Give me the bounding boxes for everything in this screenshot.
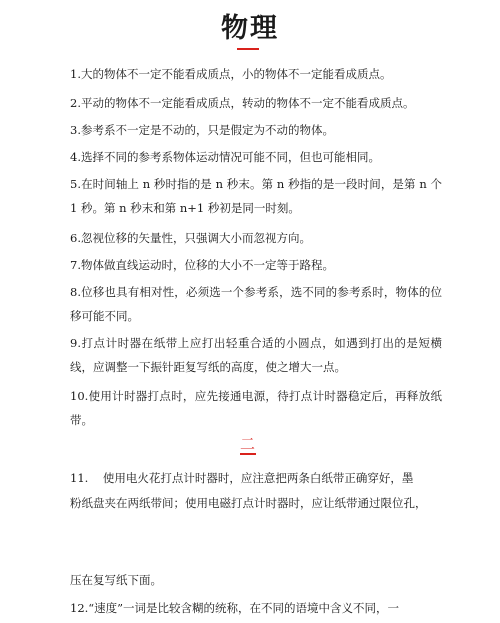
list-item-10: 10.使用计时器打点时，应先接通电源，待打点计时器稳定后，再释放纸带。 [70,389,442,427]
title-underline [237,48,259,50]
list-item-11-line-3: 压在复写纸下面。 [70,573,162,587]
list-item-4: 4.选择不同的参考系物体运动情况可能不同，但也可能相同。 [70,150,380,164]
list-item-5: 5.在时间轴上 n 秒时指的是 n 秒末。第 n 秒指的是一段时间，是第 n 个 1 秒。第 n 秒末和第 n+1 秒初是同一时刻。 [70,177,442,215]
list-item-11-line-1: 11. 使用电火花打点计时器时，应注意把两条白纸带正确穿好，墨 [70,471,414,485]
list-item-11-line-2: 粉纸盘夹在两纸带间；使用电磁打点计时器时，应让纸带通过限位孔， [70,496,427,510]
list-item-6: 6.忽视位移的矢量性，只强调大小而忽视方向。 [70,231,311,245]
section-2-underline [240,453,256,455]
section-2-heading: 二 [240,435,256,453]
page-title: 物理 [221,13,279,44]
list-item-9: 9.打点计时器在纸带上应打出轻重合适的小圆点，如遇到打出的是短横线，应调整一下振针距复写纸的高度，使之增大一点。 [70,336,442,374]
list-item-1: 1.大的物体不一定不能看成质点，小的物体不一定能看成质点。 [70,67,392,81]
list-item-3: 3.参考系不一定是不动的，只是假定为不动的物体。 [70,123,334,137]
list-item-7: 7.物体做直线运动时，位移的大小不一定等于路程。 [70,258,334,272]
list-item-12: 12.“速度”一词是比较含糊的统称，在不同的语境中含义不同，一 [70,601,400,615]
list-item-8: 8.位移也具有相对性，必须选一个参考系，选不同的参考系时，物体的位移可能不同。 [70,285,442,323]
list-item-2: 2.平动的物体不一定能看成质点，转动的物体不一定不能看成质点。 [70,96,415,110]
